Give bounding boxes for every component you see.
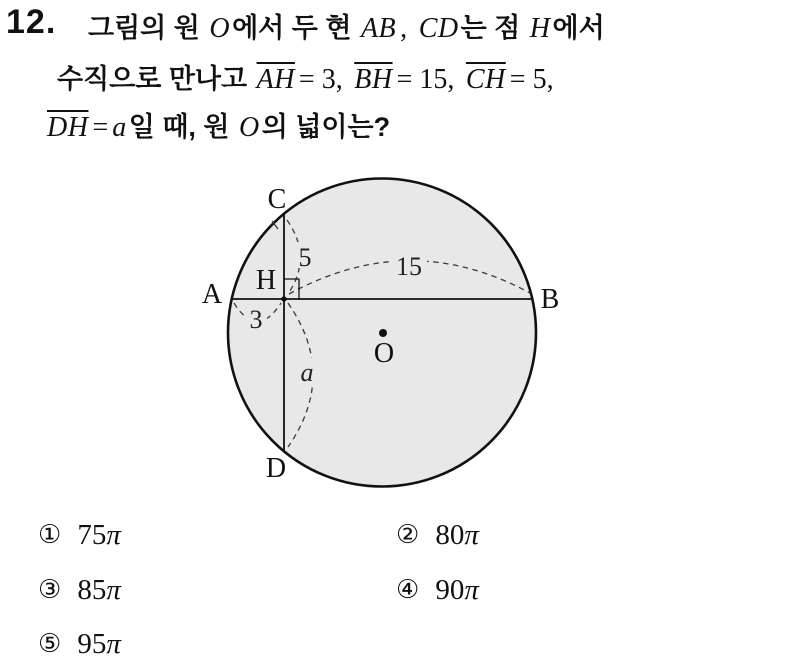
math-seg-dh: $\overline{DH}$: [47, 112, 89, 143]
label-point-a: A: [201, 279, 223, 310]
text-korean: 의 넓이는?: [261, 112, 391, 142]
math-var-a: a: [112, 112, 127, 143]
pi-symbol: π: [464, 574, 479, 606]
choice-value: 85π: [77, 574, 121, 606]
math-seg-ch: $\overline{CH}$: [465, 64, 506, 95]
problem-number: 12.: [6, 3, 57, 41]
math-var-o: O: [239, 112, 260, 143]
math-value: = 15,: [396, 64, 455, 95]
pi-symbol: π: [106, 574, 121, 606]
circled-2-icon: ②: [396, 520, 420, 550]
math-var-o: O: [209, 13, 231, 44]
circled-3-icon: ③: [38, 575, 62, 605]
choice-5[interactable]: [38, 628, 121, 661]
math-value: = 3,: [298, 64, 343, 95]
label-measure-ah: 3: [249, 305, 263, 334]
choice-3[interactable]: [38, 574, 121, 607]
choice-value: 95π: [77, 628, 121, 660]
label-measure-bh: 15: [396, 252, 422, 281]
center-point-dot: [379, 329, 387, 337]
math-equals: =: [92, 112, 109, 143]
punctuation: ,: [400, 13, 408, 44]
choice-4[interactable]: [396, 574, 479, 607]
label-point-d: D: [265, 453, 287, 484]
choice-value: 75π: [77, 519, 121, 551]
math-var-ab: AB: [360, 13, 397, 44]
math-var-h: H: [529, 13, 551, 44]
text-korean: 그림의 원: [88, 13, 200, 43]
text-korean: 일 때, 원: [128, 112, 230, 142]
pi-symbol: π: [106, 628, 121, 660]
choice-1[interactable]: [38, 519, 121, 552]
label-point-h: H: [255, 265, 277, 296]
text-korean: 에서 두 현: [232, 13, 352, 43]
choice-value: 90π: [435, 574, 479, 606]
math-var-cd: CD: [418, 13, 459, 44]
math-seg-ah: $\overline{AH}$: [256, 64, 295, 95]
text-korean: 에서: [552, 13, 605, 43]
circled-1-icon: ①: [38, 520, 62, 550]
choice-value: 80π: [435, 519, 479, 551]
text-korean: 는 점: [460, 13, 521, 43]
label-measure-ch: 5: [298, 243, 312, 272]
math-seg-bh: $\overline{BH}$: [354, 64, 393, 95]
choice-2[interactable]: [396, 519, 479, 552]
intersection-point-dot: [281, 296, 286, 301]
label-point-o: O: [373, 338, 395, 369]
label-point-b: B: [540, 284, 560, 315]
text-korean: 수직으로 만나고: [57, 64, 248, 94]
circled-4-icon: ④: [396, 575, 420, 605]
pi-symbol: π: [464, 519, 479, 551]
math-value: = 5,: [509, 64, 554, 95]
label-measure-dh: a: [300, 358, 314, 387]
pi-symbol: π: [106, 519, 121, 551]
label-point-c: C: [267, 184, 287, 215]
circled-5-icon: ⑤: [38, 629, 62, 659]
